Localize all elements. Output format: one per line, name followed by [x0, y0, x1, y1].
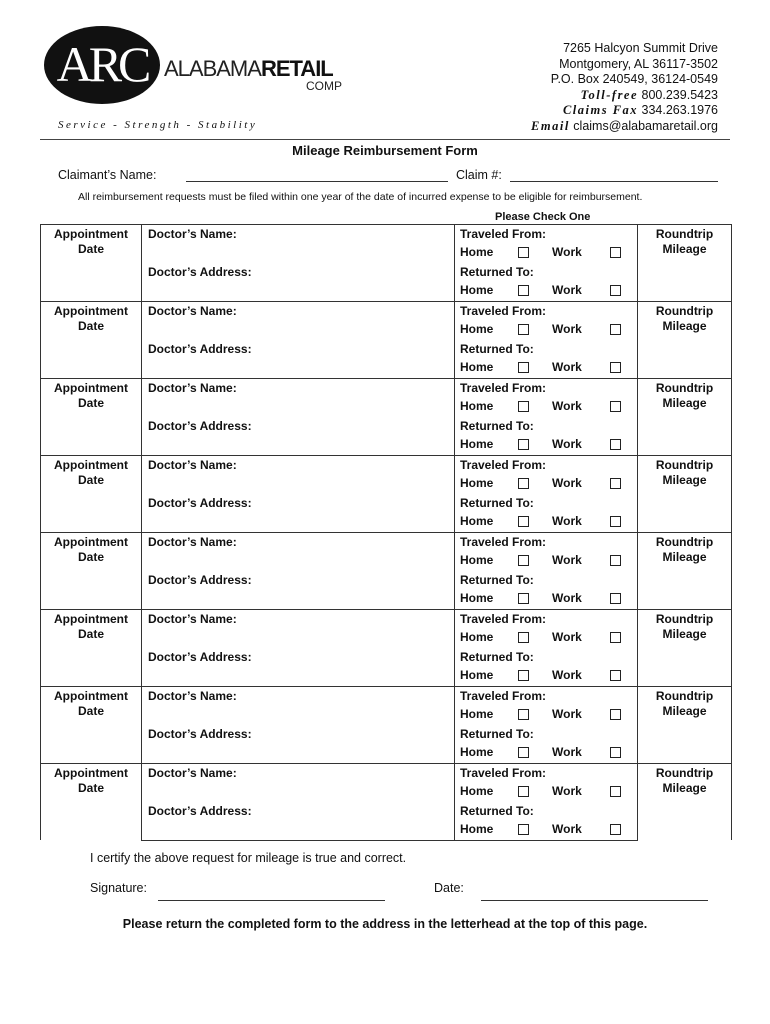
tollfree-value: 800.239.5423	[641, 87, 718, 102]
traveled-from-home-checkbox[interactable]	[518, 247, 529, 258]
doctor-name-label: Doctor’s Name:	[148, 766, 237, 780]
returned-to-work-checkbox[interactable]	[610, 824, 621, 835]
appointment-label: Appointment	[54, 766, 128, 780]
traveled-from-cell	[455, 302, 638, 341]
returned-to-group	[455, 417, 637, 454]
traveled-from-home-checkbox[interactable]	[518, 786, 529, 797]
traveled-from-group	[455, 687, 637, 724]
doctor-address-cell[interactable]	[142, 648, 455, 687]
claimant-name-field[interactable]	[186, 181, 448, 182]
traveled-from-options	[460, 782, 637, 801]
entry-row-bottom	[41, 340, 732, 379]
mileage-label: Mileage	[662, 704, 707, 718]
traveled-from-work-checkbox[interactable]	[610, 632, 621, 643]
returned-to-options	[460, 281, 637, 300]
entry-row-top	[41, 302, 732, 341]
returned-to-work-label: Work	[552, 283, 582, 297]
traveled-from-group	[455, 610, 637, 647]
traveled-from-cell	[455, 379, 638, 418]
doctor-address-label: Doctor’s Address:	[148, 650, 252, 664]
traveled-from-label: Traveled From:	[460, 304, 547, 318]
returned-to-cell	[455, 802, 638, 840]
date-word-label: Date	[77, 781, 104, 795]
returned-to-work-label: Work	[552, 668, 582, 682]
returned-to-home-checkbox[interactable]	[518, 439, 529, 450]
address-line2: Montgomery, AL 36117-3502	[559, 56, 718, 71]
entry-row-top	[41, 533, 732, 572]
entries-body	[41, 225, 732, 841]
returned-to-options	[460, 666, 637, 685]
roundtrip-mileage-cell[interactable]	[638, 687, 732, 764]
appointment-label: Appointment	[54, 535, 128, 549]
mileage-label: Mileage	[662, 473, 707, 487]
roundtrip-label: Roundtrip	[655, 458, 714, 472]
traveled-from-work-label: Work	[552, 399, 582, 413]
email-row	[531, 119, 718, 135]
roundtrip-mileage-cell[interactable]	[638, 533, 732, 610]
doctor-name-cell[interactable]	[142, 764, 455, 802]
claimant-name-label: Claimant’s Name:	[58, 168, 157, 182]
doctor-address-label: Doctor’s Address:	[148, 496, 252, 510]
letterhead-address	[531, 41, 718, 135]
letterhead-divider	[40, 139, 730, 140]
logo-brand-light: ALABAMA	[164, 56, 261, 81]
traveled-from-work-checkbox[interactable]	[610, 786, 621, 797]
returned-to-home-checkbox[interactable]	[518, 747, 529, 758]
returned-to-group	[455, 648, 637, 685]
traveled-from-work-checkbox[interactable]	[610, 324, 621, 335]
roundtrip-mileage-cell[interactable]	[638, 764, 732, 841]
returned-to-group	[455, 571, 637, 608]
appointment-label: Appointment	[54, 227, 128, 241]
returned-to-work-label: Work	[552, 821, 582, 836]
entry-row-bottom	[41, 494, 732, 533]
returned-to-work-label: Work	[552, 360, 582, 374]
returned-to-home-checkbox[interactable]	[518, 516, 529, 527]
doctor-address-cell[interactable]	[142, 494, 455, 533]
appointment-date-cell[interactable]	[41, 456, 142, 533]
roundtrip-label: Roundtrip	[655, 689, 714, 703]
traveled-from-group	[455, 379, 637, 416]
returned-to-label: Returned To:	[460, 342, 534, 356]
traveled-from-group	[455, 764, 637, 801]
traveled-from-home-label: Home	[460, 707, 494, 721]
returned-to-work-checkbox[interactable]	[610, 285, 621, 296]
logo-mark: ARC	[56, 36, 148, 92]
doctor-address-label: Doctor’s Address:	[148, 419, 252, 433]
entry-row-top	[41, 225, 732, 264]
traveled-from-home-label: Home	[460, 245, 494, 259]
doctor-address-cell[interactable]	[142, 340, 455, 379]
returned-to-cell	[455, 263, 638, 302]
traveled-from-group	[455, 302, 637, 339]
appointment-label: Appointment	[54, 304, 128, 318]
roundtrip-mileage-cell[interactable]	[638, 456, 732, 533]
claim-number-field[interactable]	[510, 181, 718, 182]
doctor-name-label: Doctor’s Name:	[148, 535, 237, 549]
entry-row-bottom	[41, 725, 732, 764]
mileage-entries-table	[40, 224, 732, 841]
returned-to-work-label: Work	[552, 591, 582, 605]
returned-to-group	[455, 802, 637, 839]
doctor-name-cell[interactable]	[142, 379, 455, 418]
fax-label: Claims Fax	[562, 103, 639, 118]
returned-to-label: Returned To:	[460, 265, 534, 279]
tollfree-label: Toll-free	[580, 87, 639, 102]
appointment-date-cell[interactable]	[41, 610, 142, 687]
traveled-from-work-label: Work	[552, 322, 582, 336]
entry-row-top	[41, 379, 732, 418]
returned-to-options	[460, 435, 637, 454]
entry-row-bottom	[41, 263, 732, 302]
date-word-label: Date	[77, 396, 104, 410]
date-word-label: Date	[77, 242, 104, 256]
traveled-from-work-label: Work	[552, 476, 582, 490]
traveled-from-work-label: Work	[552, 630, 582, 644]
traveled-from-work-label: Work	[552, 245, 582, 259]
doctor-name-cell[interactable]	[142, 302, 455, 341]
traveled-from-label: Traveled From:	[460, 766, 547, 780]
roundtrip-mileage-cell[interactable]	[638, 302, 732, 379]
returned-to-home-label: Home	[460, 591, 494, 605]
returned-to-cell	[455, 417, 638, 456]
traveled-from-work-label: Work	[552, 707, 582, 721]
traveled-from-work-label: Work	[552, 553, 582, 567]
traveled-from-home-checkbox[interactable]	[518, 478, 529, 489]
traveled-from-work-checkbox[interactable]	[610, 709, 621, 720]
doctor-address-label: Doctor’s Address:	[148, 727, 252, 741]
doctor-address-label: Doctor’s Address:	[148, 265, 252, 279]
traveled-from-options	[460, 474, 637, 493]
traveled-from-cell	[455, 764, 638, 802]
date-label: Date:	[434, 881, 464, 895]
roundtrip-label: Roundtrip	[655, 535, 714, 549]
returned-to-home-label: Home	[460, 360, 494, 374]
returned-to-work-checkbox[interactable]	[610, 670, 621, 681]
email-label: Email	[531, 118, 570, 133]
returned-to-group	[455, 494, 637, 531]
roundtrip-label: Roundtrip	[655, 381, 714, 395]
fax-value: 334.263.1976	[641, 103, 718, 118]
traveled-from-work-checkbox[interactable]	[610, 478, 621, 489]
traveled-from-home-label: Home	[460, 399, 494, 413]
mileage-label: Mileage	[662, 396, 707, 410]
date-word-label: Date	[77, 319, 104, 333]
doctor-address-label: Doctor’s Address:	[148, 342, 252, 356]
doctor-name-cell[interactable]	[142, 533, 455, 572]
returned-to-work-checkbox[interactable]	[610, 747, 621, 758]
fax-row	[531, 103, 718, 119]
traveled-from-group	[455, 225, 637, 262]
returned-to-cell	[455, 340, 638, 379]
doctor-address-label: Doctor’s Address:	[148, 803, 252, 818]
appointment-date-cell[interactable]	[41, 302, 142, 379]
address-line3: P.O. Box 240549, 36124-0549	[550, 72, 718, 87]
tollfree-row	[531, 88, 718, 104]
appointment-label: Appointment	[54, 689, 128, 703]
signature-field[interactable]	[158, 900, 385, 901]
entry-row-bottom	[41, 802, 732, 840]
mileage-label: Mileage	[662, 319, 707, 333]
returned-to-home-label: Home	[460, 821, 494, 836]
returned-to-work-checkbox[interactable]	[610, 593, 621, 604]
returned-to-label: Returned To:	[460, 419, 534, 433]
returned-to-label: Returned To:	[460, 496, 534, 510]
appointment-label: Appointment	[54, 458, 128, 472]
doctor-name-label: Doctor’s Name:	[148, 689, 237, 703]
doctor-name-cell[interactable]	[142, 225, 455, 264]
entry-row-bottom	[41, 571, 732, 610]
doctor-name-label: Doctor’s Name:	[148, 381, 237, 395]
appointment-date-cell[interactable]	[41, 533, 142, 610]
returned-to-home-label: Home	[460, 745, 494, 759]
date-word-label: Date	[77, 550, 104, 564]
check-one-heading: Please Check One	[495, 211, 591, 223]
logo-brand-sub: COMP	[306, 79, 342, 93]
entry-row-top	[41, 764, 732, 802]
traveled-from-home-checkbox[interactable]	[518, 709, 529, 720]
claim-number-label: Claim #:	[456, 168, 502, 182]
entry-row-bottom	[41, 648, 732, 687]
traveled-from-cell	[455, 610, 638, 649]
appointment-label: Appointment	[54, 612, 128, 626]
tagline: Service - Strength - Stability	[58, 119, 258, 131]
logo-brand-bold: RETAIL	[260, 56, 333, 81]
date-word-label: Date	[77, 473, 104, 487]
roundtrip-label: Roundtrip	[655, 227, 714, 241]
returned-to-work-checkbox[interactable]	[610, 439, 621, 450]
roundtrip-mileage-cell[interactable]	[638, 610, 732, 687]
returned-to-options	[460, 589, 637, 608]
traveled-from-options	[460, 628, 637, 647]
traveled-from-group	[455, 533, 637, 570]
returned-to-home-checkbox[interactable]	[518, 670, 529, 681]
entry-row-top	[41, 687, 732, 726]
doctor-address-cell[interactable]	[142, 802, 455, 840]
mileage-label: Mileage	[662, 781, 707, 795]
doctor-name-label: Doctor’s Name:	[148, 458, 237, 472]
traveled-from-options	[460, 551, 637, 570]
doctor-address-cell[interactable]	[142, 417, 455, 456]
traveled-from-work-checkbox[interactable]	[610, 555, 621, 566]
doctor-name-label: Doctor’s Name:	[148, 227, 237, 241]
returned-to-work-checkbox[interactable]	[610, 362, 621, 373]
returned-to-home-label: Home	[460, 668, 494, 682]
traveled-from-label: Traveled From:	[460, 227, 547, 241]
traveled-from-home-checkbox[interactable]	[518, 401, 529, 412]
returned-to-group	[455, 725, 637, 762]
mileage-label: Mileage	[662, 550, 707, 564]
doctor-address-label: Doctor’s Address:	[148, 573, 252, 587]
traveled-from-home-checkbox[interactable]	[518, 324, 529, 335]
returned-to-options	[460, 358, 637, 377]
returned-to-work-label: Work	[552, 514, 582, 528]
traveled-from-label: Traveled From:	[460, 612, 547, 626]
filing-notice: All reimbursement requests must be filed within one year of the date of incurred expense to be eligible for reimbursement.	[78, 191, 643, 203]
returned-to-home-label: Home	[460, 283, 494, 297]
return-instructions: Please return the completed form to the address in the letterhead at the top of this page.	[122, 917, 648, 931]
signature-label: Signature:	[90, 881, 147, 895]
traveled-from-home-checkbox[interactable]	[518, 632, 529, 643]
mileage-label: Mileage	[662, 242, 707, 256]
traveled-from-label: Traveled From:	[460, 381, 547, 395]
traveled-from-home-label: Home	[460, 322, 494, 336]
email-value[interactable]: claims@alabamaretail.org	[573, 118, 718, 133]
traveled-from-label: Traveled From:	[460, 689, 547, 703]
roundtrip-mileage-cell[interactable]	[638, 225, 732, 302]
doctor-name-label: Doctor’s Name:	[148, 304, 237, 318]
traveled-from-home-label: Home	[460, 784, 494, 798]
returned-to-home-label: Home	[460, 514, 494, 528]
returned-to-label: Returned To:	[460, 803, 534, 818]
traveled-from-home-label: Home	[460, 553, 494, 567]
doctor-name-label: Doctor’s Name:	[148, 612, 237, 626]
returned-to-label: Returned To:	[460, 650, 534, 664]
returned-to-home-checkbox[interactable]	[518, 824, 529, 835]
traveled-from-home-label: Home	[460, 630, 494, 644]
traveled-from-cell	[455, 533, 638, 572]
date-word-label: Date	[77, 627, 104, 641]
returned-to-label: Returned To:	[460, 727, 534, 741]
date-word-label: Date	[77, 704, 104, 718]
doctor-name-cell[interactable]	[142, 687, 455, 726]
roundtrip-label: Roundtrip	[655, 766, 714, 780]
roundtrip-mileage-cell[interactable]	[638, 379, 732, 456]
doctor-address-cell[interactable]	[142, 571, 455, 610]
traveled-from-work-label: Work	[552, 784, 582, 798]
traveled-from-cell	[455, 225, 638, 264]
appointment-date-cell[interactable]	[41, 764, 142, 841]
traveled-from-options	[460, 397, 637, 416]
date-field[interactable]	[481, 900, 708, 901]
appointment-date-cell[interactable]	[41, 687, 142, 764]
form-title: Mileage Reimbursement Form	[292, 143, 478, 158]
appointment-label: Appointment	[54, 381, 128, 395]
doctor-address-cell[interactable]	[142, 263, 455, 302]
traveled-from-group	[455, 456, 637, 493]
doctor-name-cell[interactable]	[142, 456, 455, 495]
traveled-from-label: Traveled From:	[460, 535, 547, 549]
traveled-from-cell	[455, 687, 638, 726]
returned-to-work-checkbox[interactable]	[610, 516, 621, 527]
returned-to-group	[455, 340, 637, 377]
returned-to-cell	[455, 648, 638, 687]
returned-to-home-checkbox[interactable]	[518, 362, 529, 373]
returned-to-home-checkbox[interactable]	[518, 285, 529, 296]
address-line1: 7265 Halcyon Summit Drive	[563, 41, 718, 55]
returned-to-options	[460, 512, 637, 531]
traveled-from-work-checkbox[interactable]	[610, 401, 621, 412]
returned-to-cell	[455, 571, 638, 610]
company-logo	[44, 26, 364, 106]
returned-to-options	[460, 743, 637, 762]
traveled-from-home-checkbox[interactable]	[518, 555, 529, 566]
appointment-date-cell[interactable]	[41, 225, 142, 302]
entry-row-bottom	[41, 417, 732, 456]
entry-row-top	[41, 610, 732, 649]
traveled-from-label: Traveled From:	[460, 458, 547, 472]
traveled-from-options	[460, 705, 637, 724]
returned-to-options	[460, 820, 637, 839]
appointment-date-cell[interactable]	[41, 379, 142, 456]
certification-statement: I certify the above request for mileage is true and correct.	[90, 851, 407, 865]
returned-to-home-checkbox[interactable]	[518, 593, 529, 604]
traveled-from-work-checkbox[interactable]	[610, 247, 621, 258]
entry-row-top	[41, 456, 732, 495]
roundtrip-label: Roundtrip	[655, 612, 714, 626]
returned-to-label: Returned To:	[460, 573, 534, 587]
returned-to-work-label: Work	[552, 745, 582, 759]
returned-to-work-label: Work	[552, 437, 582, 451]
traveled-from-options	[460, 320, 637, 339]
traveled-from-options	[460, 243, 637, 262]
traveled-from-cell	[455, 456, 638, 495]
returned-to-group	[455, 263, 637, 300]
returned-to-cell	[455, 725, 638, 764]
doctor-address-cell[interactable]	[142, 725, 455, 764]
traveled-from-home-label: Home	[460, 476, 494, 490]
returned-to-cell	[455, 494, 638, 533]
doctor-name-cell[interactable]	[142, 610, 455, 649]
roundtrip-label: Roundtrip	[655, 304, 714, 318]
mileage-label: Mileage	[662, 627, 707, 641]
returned-to-home-label: Home	[460, 437, 494, 451]
